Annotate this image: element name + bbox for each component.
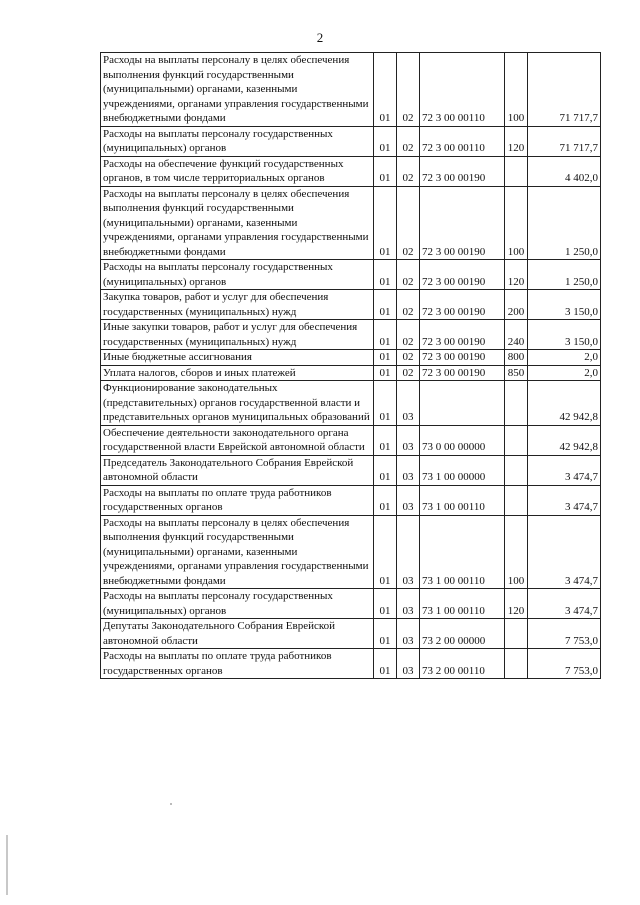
row-section-cell: 01 <box>374 260 397 290</box>
row-expense-type-cell <box>505 485 528 515</box>
table-row <box>101 649 601 679</box>
row-subsection-cell: 03 <box>397 455 420 485</box>
table-row <box>101 126 601 156</box>
row-name-cell: Расходы на выплаты персоналу в целях обеспечения выполнения функций государственными (муниципальными) органами, казенными учреждениями, органами управления государственными внебюджетными фондами <box>101 186 374 260</box>
row-target-article-cell: 72 3 00 00190 <box>420 365 505 381</box>
row-subsection-cell: 03 <box>397 619 420 649</box>
table-row <box>101 619 601 649</box>
row-section-cell: 01 <box>374 515 397 589</box>
row-amount-cell: 71 717,7 <box>528 53 601 127</box>
page-number: 2 <box>316 30 324 45</box>
row-expense-type-cell: 200 <box>505 290 528 320</box>
row-subsection-cell: 03 <box>397 425 420 455</box>
row-target-article-cell: 73 1 00 00000 <box>420 455 505 485</box>
row-section-cell: 01 <box>374 365 397 381</box>
row-target-article-cell: 72 3 00 00110 <box>420 126 505 156</box>
table-row <box>101 485 601 515</box>
row-expense-type-cell: 100 <box>505 53 528 127</box>
row-subsection-cell: 02 <box>397 365 420 381</box>
row-amount-cell: 3 474,7 <box>528 455 601 485</box>
row-expense-type-cell <box>505 156 528 186</box>
row-name-cell: Обеспечение деятельности законодательного органа государственной власти Еврейской автономной области <box>101 425 374 455</box>
budget-table <box>100 52 601 679</box>
row-name-cell: Расходы на выплаты персоналу государственных (муниципальных) органов <box>101 589 374 619</box>
row-name-cell: Председатель Законодательного Собрания Еврейской автономной области <box>101 455 374 485</box>
row-name-cell: Закупка товаров, работ и услуг для обеспечения государственных (муниципальных) нужд <box>101 290 374 320</box>
row-name-cell: Расходы на обеспечение функций государственных органов, в том числе территориальных органов <box>101 156 374 186</box>
table-row <box>101 53 601 127</box>
row-target-article-cell: 72 3 00 00190 <box>420 260 505 290</box>
row-subsection-cell: 02 <box>397 290 420 320</box>
table-row <box>101 455 601 485</box>
row-section-cell: 01 <box>374 320 397 350</box>
row-name-cell: Уплата налогов, сборов и иных платежей <box>101 365 374 381</box>
row-subsection-cell: 03 <box>397 485 420 515</box>
row-target-article-cell: 73 1 00 00110 <box>420 485 505 515</box>
row-subsection-cell: 02 <box>397 186 420 260</box>
table-row <box>101 186 601 260</box>
row-subsection-cell: 02 <box>397 350 420 366</box>
row-target-article-cell: 73 2 00 00000 <box>420 619 505 649</box>
table-row <box>101 425 601 455</box>
row-target-article-cell: 72 3 00 00190 <box>420 290 505 320</box>
row-expense-type-cell <box>505 455 528 485</box>
row-subsection-cell: 03 <box>397 649 420 679</box>
row-subsection-cell: 03 <box>397 589 420 619</box>
scan-artifact <box>6 835 8 895</box>
row-subsection-cell: 03 <box>397 515 420 589</box>
table-row <box>101 350 601 366</box>
row-subsection-cell: 02 <box>397 156 420 186</box>
row-target-article-cell: 73 1 00 00110 <box>420 515 505 589</box>
row-amount-cell: 42 942,8 <box>528 425 601 455</box>
row-amount-cell: 7 753,0 <box>528 619 601 649</box>
row-expense-type-cell: 120 <box>505 260 528 290</box>
row-target-article-cell: 72 3 00 00110 <box>420 53 505 127</box>
table-row <box>101 515 601 589</box>
row-expense-type-cell: 100 <box>505 186 528 260</box>
row-amount-cell: 3 474,7 <box>528 515 601 589</box>
row-amount-cell: 71 717,7 <box>528 126 601 156</box>
row-target-article-cell: 72 3 00 00190 <box>420 186 505 260</box>
row-section-cell: 01 <box>374 425 397 455</box>
row-section-cell: 01 <box>374 126 397 156</box>
row-amount-cell: 3 474,7 <box>528 485 601 515</box>
row-amount-cell: 42 942,8 <box>528 381 601 426</box>
row-section-cell: 01 <box>374 186 397 260</box>
row-name-cell: Депутаты Законодательного Собрания Еврейской автономной области <box>101 619 374 649</box>
row-subsection-cell: 02 <box>397 260 420 290</box>
row-subsection-cell: 02 <box>397 126 420 156</box>
row-amount-cell: 1 250,0 <box>528 186 601 260</box>
row-name-cell: Расходы на выплаты по оплате труда работников государственных органов <box>101 649 374 679</box>
table-row <box>101 381 601 426</box>
row-subsection-cell: 02 <box>397 320 420 350</box>
row-section-cell: 01 <box>374 290 397 320</box>
row-expense-type-cell <box>505 619 528 649</box>
row-section-cell: 01 <box>374 485 397 515</box>
row-subsection-cell: 02 <box>397 53 420 127</box>
row-amount-cell: 3 474,7 <box>528 589 601 619</box>
budget-table-body <box>101 53 601 679</box>
scan-artifact <box>170 803 172 805</box>
row-amount-cell: 3 150,0 <box>528 320 601 350</box>
row-expense-type-cell: 100 <box>505 515 528 589</box>
table-row <box>101 290 601 320</box>
row-section-cell: 01 <box>374 156 397 186</box>
row-section-cell: 01 <box>374 381 397 426</box>
row-section-cell: 01 <box>374 589 397 619</box>
row-section-cell: 01 <box>374 350 397 366</box>
row-target-article-cell: 73 0 00 00000 <box>420 425 505 455</box>
row-name-cell: Иные закупки товаров, работ и услуг для обеспечения государственных (муниципальных) нужд <box>101 320 374 350</box>
row-name-cell: Расходы на выплаты персоналу в целях обеспечения выполнения функций государственными (муниципальными) органами, казенными учреждениями, органами управления государственными внебюджетными фондами <box>101 515 374 589</box>
row-target-article-cell: 72 3 00 00190 <box>420 320 505 350</box>
row-expense-type-cell: 240 <box>505 320 528 350</box>
table-row <box>101 589 601 619</box>
row-amount-cell: 7 753,0 <box>528 649 601 679</box>
table-row <box>101 365 601 381</box>
row-name-cell: Расходы на выплаты персоналу государственных (муниципальных) органов <box>101 126 374 156</box>
row-name-cell: Расходы на выплаты по оплате труда работников государственных органов <box>101 485 374 515</box>
row-amount-cell: 3 150,0 <box>528 290 601 320</box>
row-amount-cell: 4 402,0 <box>528 156 601 186</box>
row-name-cell: Расходы на выплаты персоналу в целях обеспечения выполнения функций государственными (муниципальными) органами, казенными учреждениями, органами управления государственными внебюджетными фондами <box>101 53 374 127</box>
row-expense-type-cell: 120 <box>505 589 528 619</box>
row-name-cell: Иные бюджетные ассигнования <box>101 350 374 366</box>
row-target-article-cell: 73 2 00 00110 <box>420 649 505 679</box>
row-expense-type-cell <box>505 649 528 679</box>
row-section-cell: 01 <box>374 455 397 485</box>
row-expense-type-cell: 850 <box>505 365 528 381</box>
table-row <box>101 260 601 290</box>
row-section-cell: 01 <box>374 619 397 649</box>
row-section-cell: 01 <box>374 53 397 127</box>
row-target-article-cell: 72 3 00 00190 <box>420 350 505 366</box>
row-expense-type-cell <box>505 425 528 455</box>
row-amount-cell: 2,0 <box>528 365 601 381</box>
row-expense-type-cell: 800 <box>505 350 528 366</box>
row-target-article-cell <box>420 381 505 426</box>
table-row <box>101 320 601 350</box>
row-amount-cell: 2,0 <box>528 350 601 366</box>
row-section-cell: 01 <box>374 649 397 679</box>
row-expense-type-cell: 120 <box>505 126 528 156</box>
row-subsection-cell: 03 <box>397 381 420 426</box>
row-name-cell: Расходы на выплаты персоналу государственных (муниципальных) органов <box>101 260 374 290</box>
table-row <box>101 156 601 186</box>
row-target-article-cell: 73 1 00 00110 <box>420 589 505 619</box>
row-amount-cell: 1 250,0 <box>528 260 601 290</box>
row-name-cell: Функционирование законодательных (представительных) органов государственной власти и представительных органов муниципальных образований <box>101 381 374 426</box>
row-target-article-cell: 72 3 00 00190 <box>420 156 505 186</box>
row-expense-type-cell <box>505 381 528 426</box>
